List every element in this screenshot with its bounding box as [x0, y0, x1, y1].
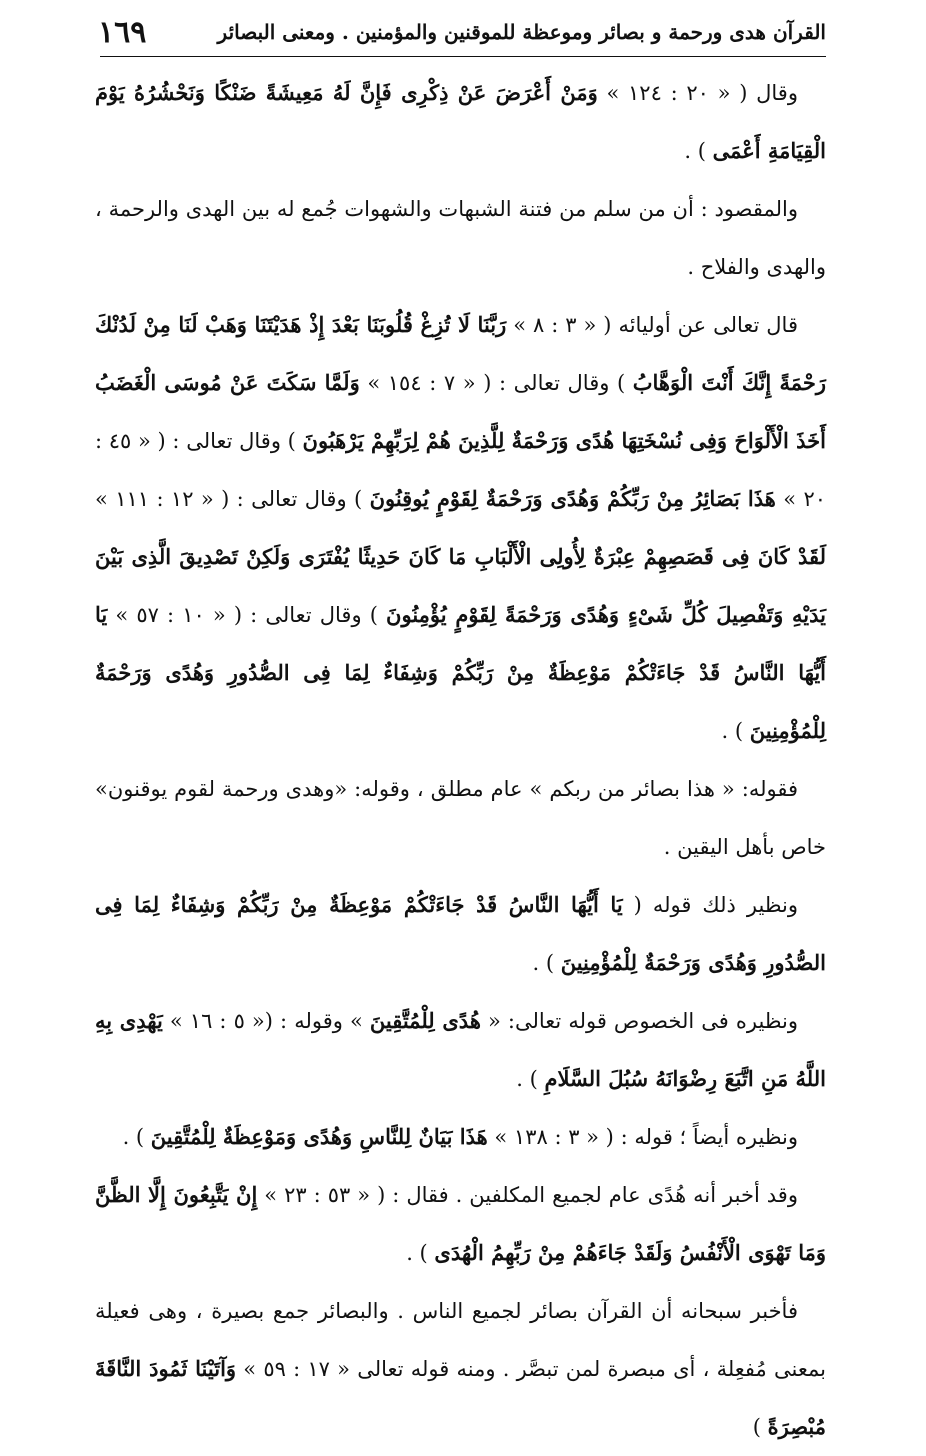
quran-verse: لَقَدْ كَانَ فِى قَصَصِهِمْ عِبْرَةٌ لِأُولِى الْأَلْبَابِ مَا كَانَ حَدِيثًا يُفْتَرَى وَلَكِنْ تَصْدِيقَ الَّذِى بَيْنَ يَدَيْهِ وَتَفْصِيلَ كُلِّ شَىْءٍ وَهُدًى وَرَحْمَةً لِقَوْمٍ يُؤْمِنُونَ [95, 544, 826, 627]
verse-reference: ( « ٣ : ١٣٨ » [487, 1125, 614, 1149]
verse-reference: ( « ٤٥ : ٢٠ » [95, 429, 826, 511]
quran-verse: إِنْ يَتَّبِعُونَ إِلَّا الظَّنَّ وَمَا تَهْوَى الْأَنْفُسُ وَلَقَدْ جَاءَهُمْ مِنْ رَبِّهِمُ الْهُدَى [95, 1182, 826, 1265]
verse-reference: ( « ٧ : ١٥٤ » [359, 371, 492, 395]
prose-text: وقال [747, 81, 798, 105]
paragraph [95, 1108, 826, 1166]
quran-verse: رَبَّنَا لَا تُزِغْ قُلُوبَنَا بَعْدَ إِذْ هَدَيْتَنَا وَهَبْ لَنَا مِنْ لَدُنْكَ رَحْمَةً إِنَّكَ أَنْتَ الْوَهَّابُ [95, 312, 826, 395]
body-text [95, 64, 826, 1456]
prose-text: ) . [122, 1125, 151, 1149]
verse-reference: (« ٥ : ١٦ » [162, 1009, 273, 1033]
prose-text: ) . [684, 139, 713, 163]
verse-reference: « ١٧ : ٥٩ » [236, 1357, 351, 1381]
prose-text: وقد أخبر أنه هُدًى عام لجميع المكلفين . فقال : [385, 1183, 798, 1207]
quran-verse: هُدًى لِلْمُتَّقِينَ [369, 1008, 481, 1033]
verse-reference: ( « ٣ : ٨ » [506, 313, 612, 337]
quran-verse: هَذَا بَيَانٌ لِلنَّاسِ وَهُدًى وَمَوْعِظَةٌ لِلْمُتَّقِينَ [150, 1124, 488, 1149]
prose-text: ) [752, 1415, 768, 1439]
prose-text: فقوله: « هذا بصائر من ربكم » عام مطلق ، وقوله: «وهدى ورحمة لقوم يوقنون» خاص بأهل اليقين . [95, 777, 826, 859]
page-header [98, 8, 826, 56]
quran-verse: يَا أَيُّهَا النَّاسُ قَدْ جَاءَتْكُمْ مَوْعِظَةٌ مِنْ رَبِّكُمْ وَشِفَاءٌ لِمَا فِى الصُّدُورِ وَهُدًى وَرَحْمَةٌ لِلْمُؤْمِنِينَ [95, 892, 826, 975]
prose-text: ) وقال تعالى : [165, 429, 303, 453]
prose-text: قال تعالى عن أوليائه [611, 313, 798, 337]
quran-verse: يَهْدِى بِهِ اللَّهُ مَنِ اتَّبَعَ رِضْوَانَهُ سُبُلَ السَّلَامِ [95, 1008, 826, 1091]
quran-verse: وَآتَيْنَا ثَمُودَ النَّاقَةَ مُبْصِرَةً [95, 1356, 826, 1439]
prose-text: فأخبر سبحانه أن القرآن بصائر لجميع الناس . والبصائر جمع بصيرة ، وهى فعيلة بمعنى مُفعِلة ، أى مبصرة لمن تبصَّر . ومنه قوله تعالى [95, 1299, 826, 1381]
prose-text: ونظير ذلك قوله [641, 893, 799, 917]
prose-text: ) . [532, 951, 561, 975]
verse-reference: ( « ١٢ : ١١١ » [95, 487, 230, 511]
paragraph [95, 1166, 826, 1282]
paragraph [95, 64, 826, 180]
prose-text: ونظيره فى الخصوص قوله تعالى: « [480, 1009, 798, 1033]
quran-verse: وَلَمَّا سَكَتَ عَنْ مُوسَى الْغَضَبُ أَخَذَ الْأَلْوَاحَ وَفِى نُسْخَتِهَا هُدًى وَرَحْمَةٌ لِلَّذِينَ هُمْ لِرَبِّهِمْ يَرْهَبُونَ [95, 370, 826, 453]
page-number: ١٦٩ [98, 14, 147, 50]
paragraph [95, 992, 826, 1108]
paragraph [95, 296, 826, 760]
quran-verse: وَمَنْ أَعْرَضَ عَنْ ذِكْرِى فَإِنَّ لَهُ مَعِيشَةً ضَنْكًا وَنَحْشُرُهُ يَوْمَ الْقِيَامَةِ أَعْمَى [95, 80, 826, 163]
verse-reference: ( « ١٠ : ٥٧ » [107, 603, 243, 627]
quran-verse: هَذَا بَصَائِرُ مِنْ رَبِّكُمْ وَهُدًى وَرَحْمَةٌ لِقَوْمٍ يُوقِنُونَ [369, 486, 776, 511]
verse-reference: ( « ٢٠ : ١٢٤ » [597, 81, 748, 105]
prose-text: ) وقال تعالى : [491, 371, 633, 395]
prose-text: ) . [721, 719, 750, 743]
header-rule [100, 56, 826, 57]
running-title: القرآن هدى ورحمة و بصائر وموعظة للموقنين والمؤمنين . ومعنى البصائر [217, 20, 826, 44]
paragraph [95, 760, 826, 876]
paragraph [95, 876, 826, 992]
verse-reference: ( « ٥٣ : ٢٣ » [257, 1183, 386, 1207]
prose-text: والمقصود : أن من سلم من فتنة الشبهات والشهوات جُمع له بين الهدى والرحمة ، والهدى والفلاح . [95, 197, 826, 279]
prose-text: ونظيره أيضاً ؛ قوله : [613, 1125, 798, 1149]
prose-text: » وقوله : [272, 1009, 370, 1033]
paragraph [95, 1282, 826, 1456]
quran-verse: يَا أَيُّهَا النَّاسُ قَدْ جَاءَتْكُمْ مَوْعِظَةٌ مِنْ رَبِّكُمْ وَشِفَاءٌ لِمَا فِى الصُّدُورِ وَهُدًى وَرَحْمَةٌ لِلْمُؤْمِنِينَ [95, 602, 826, 743]
prose-text: ) . [516, 1067, 545, 1091]
prose-text: ) وقال تعالى : [242, 603, 387, 627]
paragraph [95, 180, 826, 296]
verse-reference: ( [622, 893, 642, 917]
prose-text: ) . [406, 1241, 435, 1265]
prose-text: ) وقال تعالى : [229, 487, 370, 511]
